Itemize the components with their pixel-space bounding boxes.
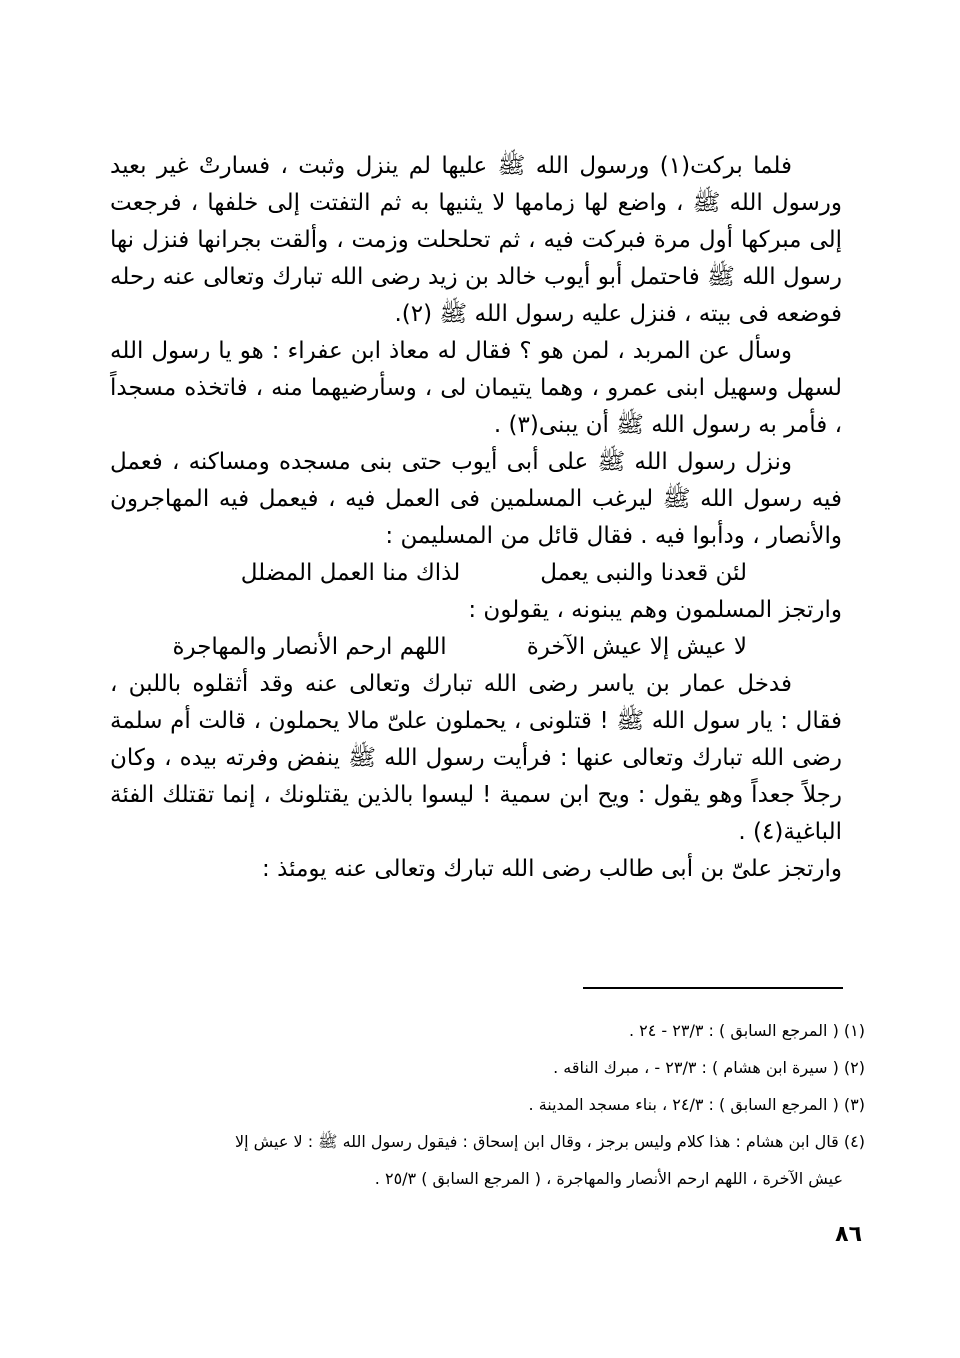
verse-2-second-hemistich: اللهم ارحم الأنصار والمهاجرة [172, 634, 447, 660]
footnote-1: (١) ( المرجع السابق ) : ٢٣/٣ - ٢٤ . [628, 1021, 865, 1040]
paragraph-2: وسأل عن المربد ، لمن هو ؟ فقال له معاذ ابن عفراء : هو يا رسول الله لسهل وسهيل ابنى عمرو ، وهما يتيمان لى ، وسأرضيهما منه ، فاتخذه مسجداً ، فأمر به رسول الله ﷺ أن يبنى(٣) . [110, 338, 842, 438]
footnote-3: (٣) ( المرجع السابق ) : ٢٤/٣ ، بناء مسجد المدينة . [528, 1095, 865, 1114]
main-text [110, 148, 842, 888]
footnote-2: (٢) ( سيرة ابن هشام ) : ٢٣/٣ - ، مبرك الناقه . [553, 1058, 865, 1077]
footnotes [110, 1012, 865, 1197]
footnote-4-continuation: عيش الآخرة ، اللهم ارحم الأنصار والمهاجرة ، ( المرجع السابق ) ٢٥/٣ . [374, 1169, 843, 1188]
verse-intro-line: وارتجز المسلمون وهم يبنونه ، يقولون : [468, 597, 842, 623]
page-number: ٨٦ [835, 1222, 862, 1247]
footnote-4: (٤) قال ابن هشام : هذا كلام وليس برجز ، وقال ابن إسحاق : فيقول رسول الله ﷺ : لا عيش إلا [234, 1132, 865, 1151]
verse-2-first-hemistich: لا عيش إلا عيش الآخرة [526, 634, 747, 660]
verse-1 [110, 555, 842, 592]
final-line: وارتجز علىّ بن أبى طالب رضى الله تبارك وتعالى عنه يومئذ : [262, 856, 842, 882]
paragraph-4: فدخل عمار بن ياسر رضى الله تبارك وتعالى عنه وقد أثقلوه باللبن ، فقال : يار سول الله ﷺ ! قتلونى ، يحملون علىّ مالا يحملون ، قالت أم سلمة رضى الله تبارك وتعالى عنها : فرأيت رسول الله ﷺ ينفض وفرته بيده ، وكان رجلاً جعداً وهو يقول : ويح ابن سمية ! ليسوا بالذين يقتلونك ، إنما تقتلك الفئة الباغية(٤) . [110, 671, 842, 845]
verse-1-first-hemistich: لئن قعدنا والنبى يعمل [540, 560, 747, 586]
paragraph-1: فلما بركت(١) ورسول الله ﷺ عليها لم ينزل وثبت ، فسارتْ غير بعيد ورسول الله ﷺ ، واضع لها زمامها لا يثنيها به ثم التفتت إلى خلفها ، فرجعت إلى مبركها أول مرة فبركت فيه ، ثم تحلحلت وزمت ، وألقت بجرانها فنزل نها رسول الله ﷺ فاحتمل أبو أيوب خالد بن زيد رضى الله تبارك وتعالى عنه رحله فوضعه فى بيته ، فنزل عليه رسول الله ﷺ (٢). [110, 153, 842, 327]
verse-1-second-hemistich: لذاك منا العمل المضلل [240, 560, 461, 586]
footnote-separator [583, 987, 843, 989]
verse-2 [110, 629, 842, 666]
paragraph-3: ونزل رسول الله ﷺ على أبى أيوب حتى بنى مسجده ومساكنه ، فعمل فيه رسول الله ﷺ ليرغب المسلمين فى العمل فيه ، فيعمل فيه المهاجرون والأنصار ، ودأبوا فيه . فقال قائل من المسليمن : [110, 449, 842, 549]
